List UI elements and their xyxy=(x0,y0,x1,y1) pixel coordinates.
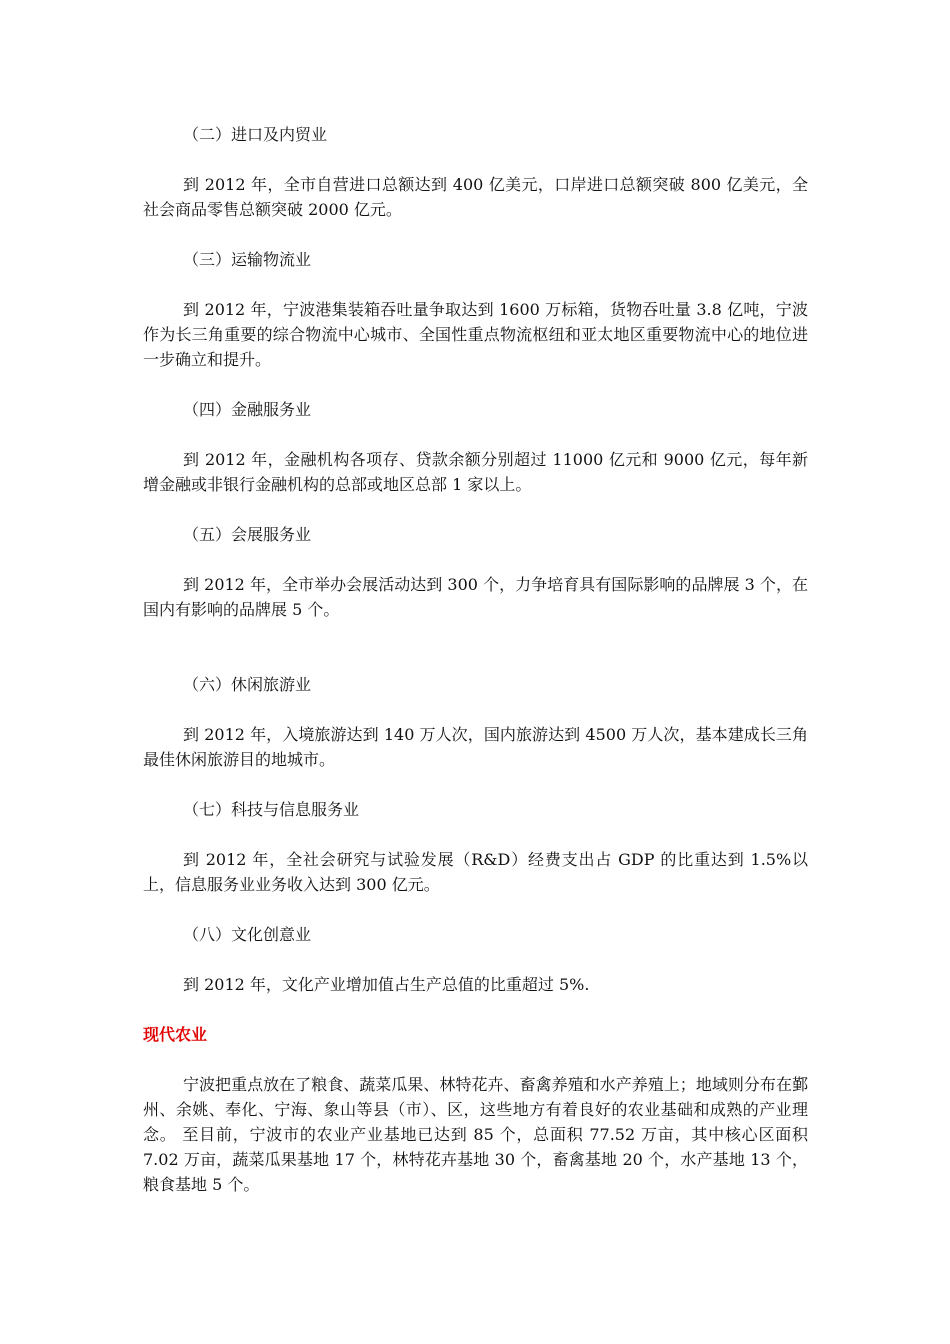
section-body-tourism: 到 2012 年，入境旅游达到 140 万人次，国内旅游达到 4500 万人次，基本建成长三角最佳休闲旅游目的地城市。 xyxy=(143,725,808,769)
section-heading-culture: （八）文化创意业 xyxy=(183,925,312,944)
section-heading-finance: （四）金融服务业 xyxy=(183,400,312,419)
section-body-exhibition: 到 2012 年，全市举办会展活动达到 300 个，力争培育具有国际影响的品牌展 3 个，在国内有影响的品牌展 5 个。 xyxy=(143,575,808,619)
document-content xyxy=(143,122,808,1197)
section-body-import-trade: 到 2012 年，全市自营进口总额达到 400 亿美元，口岸进口总额突破 800 亿美元，全社会商品零售总额突破 2000 亿元。 xyxy=(143,175,808,219)
agriculture-title: 现代农业 xyxy=(143,1025,208,1044)
section-body-finance: 到 2012 年，金融机构各项存、贷款余额分别超过 11000 亿元和 9000 亿元，每年新增金融或非银行金融机构的总部或地区总部 1 家以上。 xyxy=(143,450,808,494)
section-heading-tech-info: （七）科技与信息服务业 xyxy=(183,800,360,819)
agriculture-body: 宁波把重点放在了粮食、蔬菜瓜果、林特花卉、畜禽养殖和水产养殖上；地域则分布在鄞州、余姚、奉化、宁海、象山等县（市）、区，这些地方有着良好的农业基础和成熟的产业理念。 至目前，宁波市的农业产业基地已达到 85 个，总面积 77.52 万亩，其中核心区面积 7.02 万亩，蔬菜瓜果基地 17 个，林特花卉基地 30 个，畜禽基地 20 个，水产基地 13 个，粮食基地 5 个。 xyxy=(143,1075,808,1194)
section-heading-exhibition: （五）会展服务业 xyxy=(183,525,312,544)
section-body-tech-info: 到 2012 年，全社会研究与试验发展（R&D）经费支出占 GDP 的比重达到 1.5%以上，信息服务业业务收入达到 300 亿元。 xyxy=(143,850,808,894)
section-heading-logistics: （三）运输物流业 xyxy=(183,250,312,269)
section-body-culture: 到 2012 年，文化产业增加值占生产总值的比重超过 5%. xyxy=(183,975,590,994)
section-heading-import-trade: （二）进口及内贸业 xyxy=(183,125,328,144)
section-heading-tourism: （六）休闲旅游业 xyxy=(183,675,312,694)
section-body-logistics: 到 2012 年，宁波港集装箱吞吐量争取达到 1600 万标箱，货物吞吐量 3.8 亿吨，宁波作为长三角重要的综合物流中心城市、全国性重点物流枢纽和亚太地区重要物流中心的地位进一步确立和提升。 xyxy=(143,300,808,369)
